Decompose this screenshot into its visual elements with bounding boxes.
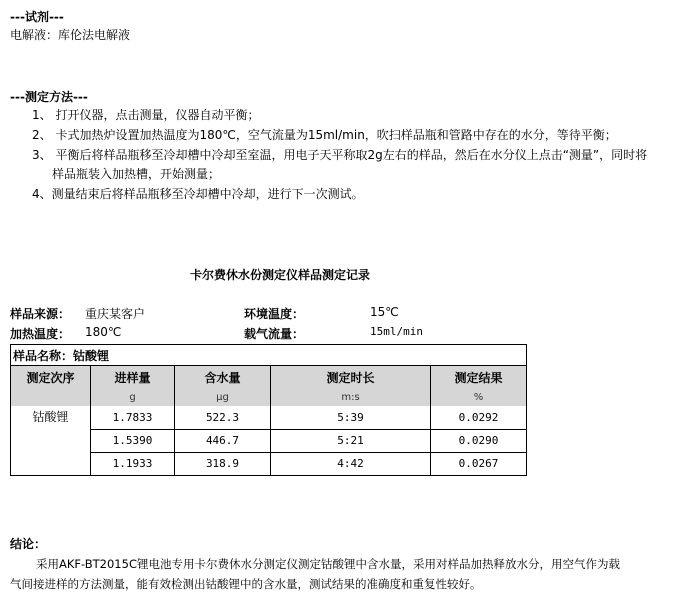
reagent-heading: ---试剂--- [10, 10, 64, 24]
unit-result: % [431, 388, 527, 406]
conclusion-line-2: 气间接进样的方法测量，能有效检测出钴酸锂中的含水量，测试结果的准确度和重复性较好。 [10, 577, 482, 591]
cell-result: 0.0267 [431, 452, 527, 476]
header-sample-mass: 进样量 [91, 366, 175, 389]
cell-duration: 4:42 [271, 452, 431, 476]
env-temp-value: 15℃ [370, 305, 399, 319]
conclusion-line-1: 采用AKF-BT2015C锂电池专用卡尔费休水分测定仪测定钴酸锂中含水量，采用对样品加热释放水分，用空气作为载 [36, 557, 620, 571]
cell-sample-mass: 1.5390 [91, 429, 175, 452]
header-duration: 测定时长 [271, 366, 431, 389]
sample-source-value: 重庆某客户 [85, 307, 146, 321]
heating-temp-value: 180℃ [85, 325, 122, 339]
cell-duration: 5:21 [271, 429, 431, 452]
cell-result: 0.0290 [431, 429, 527, 452]
method-step-4: 4、测量结束后将样品瓶移至冷却槽中冷却，进行下一次测试。 [32, 187, 364, 201]
sample-name-cell: 样品名称：钴酸锂 [11, 345, 527, 366]
table-row [11, 452, 527, 476]
record-title: 卡尔费休水份测定仪样品测定记录 [190, 268, 371, 282]
method-step-3-cont: 样品瓶装入加热槽，开始测量； [52, 167, 221, 181]
unit-water-content: μg [175, 388, 271, 406]
sample-type-cell: 钴酸锂 [11, 406, 91, 429]
sample-type-cell-empty [11, 452, 91, 476]
cell-duration: 5:39 [271, 406, 431, 429]
cell-water-content: 446.7 [175, 429, 271, 452]
cell-water-content: 318.9 [175, 452, 271, 476]
carrier-flow-label: 载气流量： [244, 327, 305, 341]
sample-source-label: 样品来源： [10, 307, 71, 321]
method-heading: ---测定方法--- [10, 90, 88, 104]
sample-type-cell-empty [11, 429, 91, 452]
header-order: 测定次序 [11, 366, 91, 389]
method-step-1: 1、 打开仪器，点击测量，仪器自动平衡； [32, 108, 260, 122]
cell-sample-mass: 1.7833 [91, 406, 175, 429]
header-result: 测定结果 [431, 366, 527, 389]
method-step-2: 2、 卡式加热炉设置加热温度为180℃，空气流量为15ml/min，吹扫样品瓶和管路中存在的水分，等待平衡； [32, 128, 617, 142]
measurement-table [10, 344, 527, 476]
unit-order [11, 388, 91, 406]
cell-sample-mass: 1.1933 [91, 452, 175, 476]
unit-duration: m:s [271, 388, 431, 406]
header-water-content: 含水量 [175, 366, 271, 389]
cell-water-content: 522.3 [175, 406, 271, 429]
carrier-flow-value: 15ml/min [370, 325, 423, 338]
method-step-3: 3、 平衡后将样品瓶移至冷却槽中冷却至室温，用电子天平称取2g左右的样品，然后在水分仪上点击“测量”，同时将 [32, 148, 648, 162]
table-row [11, 406, 527, 429]
conclusion-heading: 结论： [10, 537, 47, 551]
cell-result: 0.0292 [431, 406, 527, 429]
table-row [11, 429, 527, 452]
heating-temp-label: 加热温度： [10, 327, 71, 341]
reagent-line: 电解液：库伦法电解液 [10, 28, 131, 42]
unit-sample-mass: g [91, 388, 175, 406]
env-temp-label: 环境温度： [244, 307, 305, 321]
